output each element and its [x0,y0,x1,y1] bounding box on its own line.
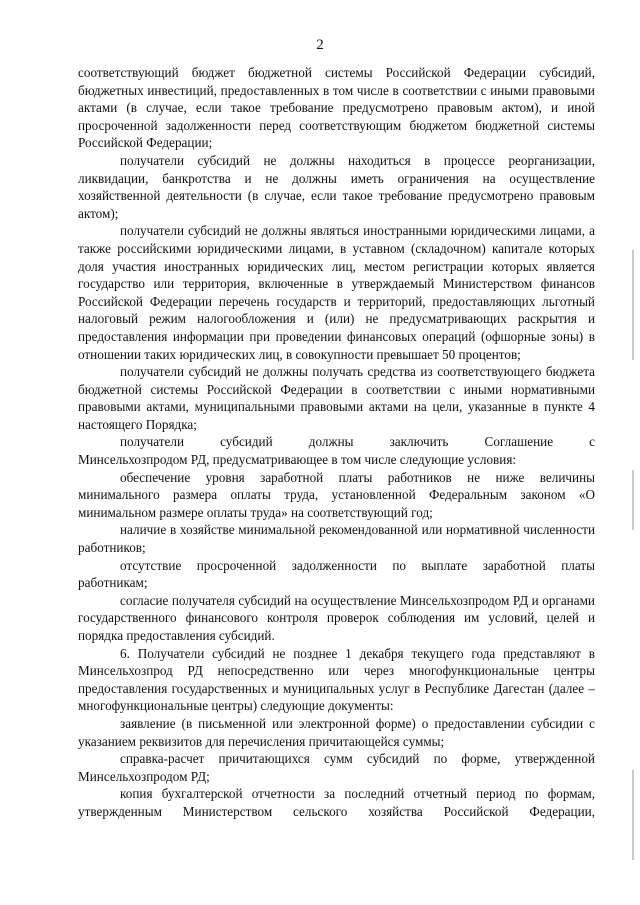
scan-edge-mark [632,470,634,530]
paragraph: получатели субсидий не должны находиться в процессе реорганизации, ликвидации, банкротства и не должны иметь ограничения на осуществление хозяйственной деятельности (в случае, если такое требование предусмотрено правовым актом); [78,152,595,221]
document-body [78,64,595,821]
paragraph: заявление (в письменной или электронной форме) о предоставлении субсидии с указанием реквизитов для перечисления причитающейся суммы; [78,715,595,749]
page-number: 2 [316,37,324,53]
paragraph: копия бухгалтерской отчетности за последний отчетный период по формам, утвержденным Министерством сельского хозяйства Российской Федерации, [78,786,595,819]
paragraph: получатели субсидий не должны получать средства из соответствующего бюджета бюджетной системы Российской Федерации в соответствии с иными нормативными правовыми актами, муниципальными правовыми актами на цели, указанные в пункте 4 настоящего Порядка; [78,364,595,432]
scan-edge-mark [632,770,634,860]
paragraph: согласие получателя субсидий на осуществление Минсельхозпродом РД и органами государственного финансового контроля проверок соблюдения им условий, целей и порядка предоставления субсидий. [78,592,595,643]
paragraph: наличие в хозяйстве минимальной рекомендованной или нормативной численности работников; [78,522,595,556]
paragraph: справка-расчет причитающихся сумм субсидий по форме, утвержденной Минсельхозпродом РД; [78,751,595,784]
paragraph: получатели субсидий не должны являться иностранными юридическими лицами, а также российскими юридическими лицами, в уставном (складочном) капитале которых доля участия иностранных юридических лиц, местом регистрации которых является государство или территория, включенные в утверждаемый Министерством финансов Российской Федерации перечень государств и территорий, предоставляющих льготный налоговый режим налогообложения и (или) не предусматривающих раскрытия и предоставления информации при проведении финансовых операций (офшорные зоны) в отношении таких юридических лиц, в совокупности превышает 50 процентов; [78,223,595,362]
paragraph: отсутствие просроченной задолженности по выплате заработной платы работникам; [78,557,595,591]
paragraph: обеспечение уровня заработной платы работников не ниже величины минимального размера оплаты труда, установленной Федеральным законом «О минимальном размере оплаты труда» на соответствующий год; [78,469,595,520]
scan-edge-mark [632,250,634,360]
paragraph: Минсельхозпродом РД, предусматривающее в том числе следующие условия: [78,452,517,468]
paragraph: получатели субсидий должны заключить Соглашение с [120,434,595,450]
paragraph: соответствующий бюджет бюджетной системы Российской Федерации субсидий, бюджетных инвестиций, предоставленных в том числе в соответствии с иными правовыми актами (в случае, если такое требование предусмотрено правовым актом), и иной просроченной задолженности перед соответствующим бюджетом бюджетной системы Российской Федерации; [78,65,595,151]
paragraph: 6. Получатели субсидий не позднее 1 декабря текущего года представляют в Минсельхозпрод РД непосредственно или через многофункциональные центры предоставления государственных и муниципальных услуг в Республике Дагестан (далее – многофункциональные центры) следующие документы: [78,645,595,714]
